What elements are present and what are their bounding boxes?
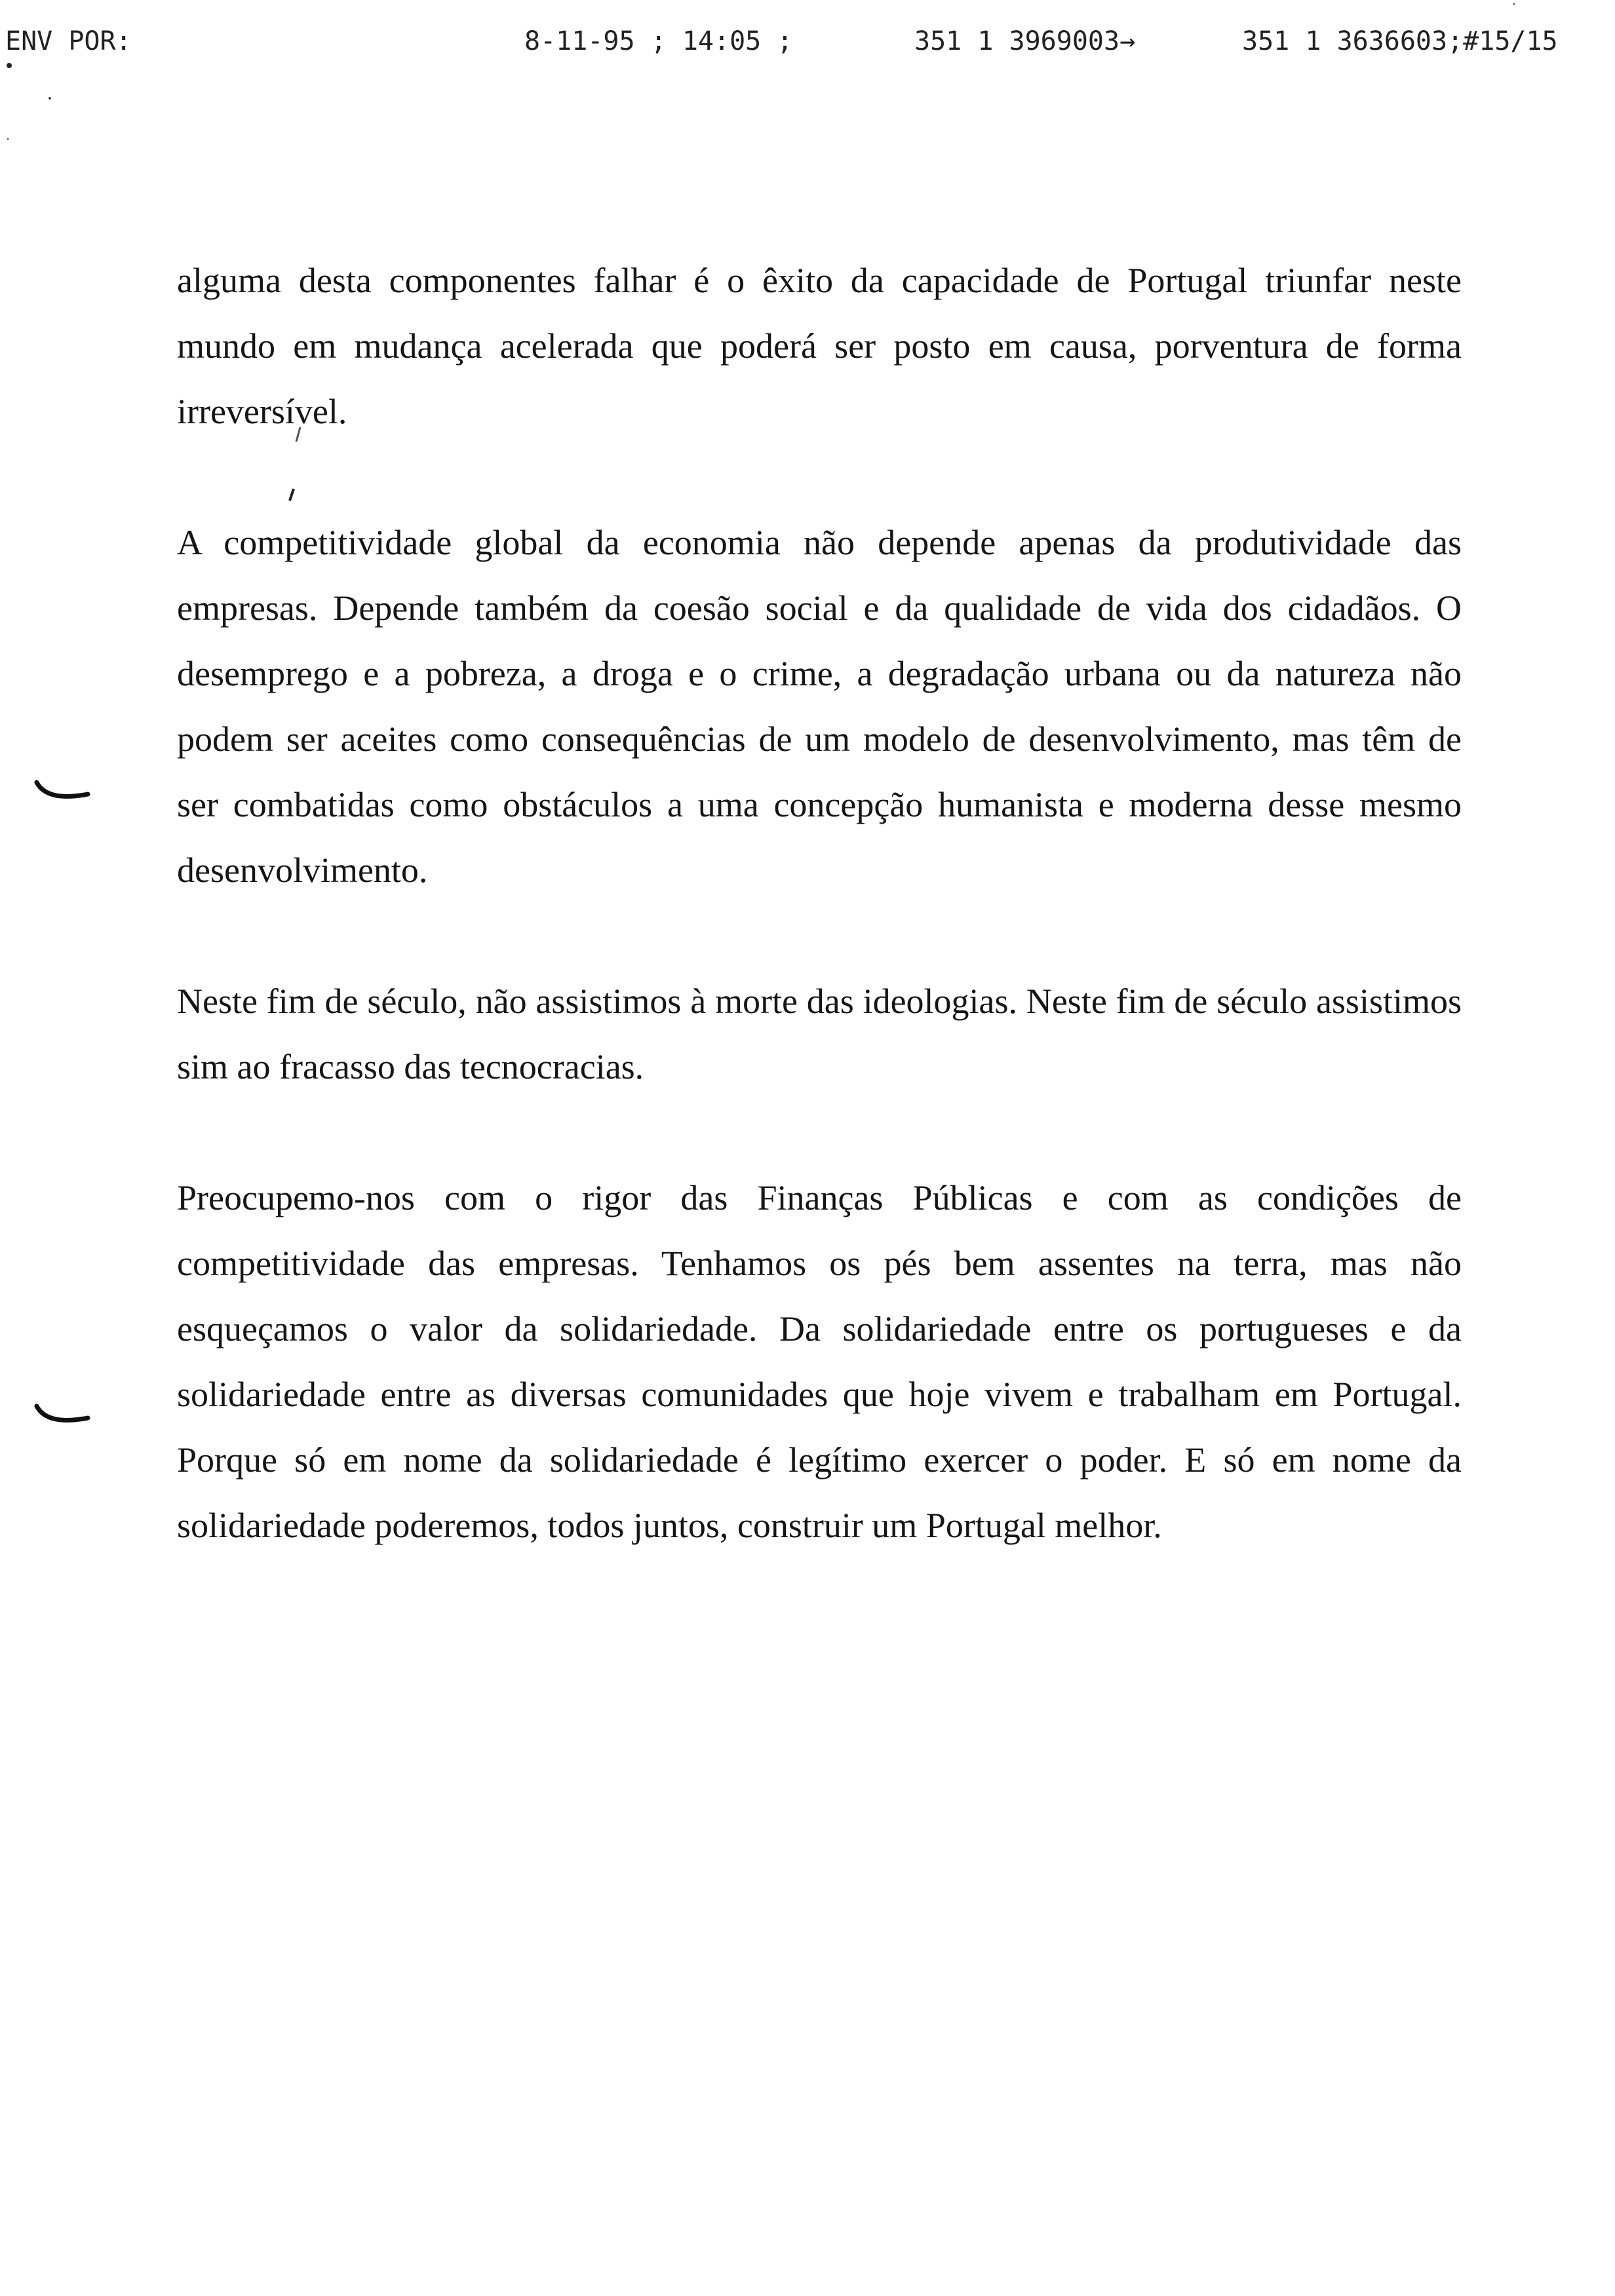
paragraph: A competitividade global da economia não depende apenas da produtividade das empresas. Depende também da coesão social e da qualidade de vida dos cidadãos. O desemprego e a pobreza, a droga e o crime, a degradação urbana ou da natureza não podem ser aceites como consequências de um modelo de desenvolvimento, mas têm de ser combatidas como obstáculos a uma concepção humanista e moderna desse mesmo desenvolvimento. <box>177 523 1462 890</box>
margin-check-mark <box>33 778 92 805</box>
fax-from-number: 351 1 3969003→ <box>914 26 1136 56</box>
margin-check-mark <box>33 1402 92 1428</box>
fax-header <box>0 26 1615 72</box>
fax-date-time: 8-11-95 ; 14:05 ; <box>524 26 793 56</box>
fax-to-number-page: 351 1 3636603;#15/15 <box>1242 26 1558 56</box>
paragraph: Preocupemo-nos com o rigor das Finanças Públicas e com as condições de competitividade das empresas. Tenhamos os pés bem assentes na terra, mas não esqueçamos o valor da solidariedade. Da solidariedade entre os portugueses e da solidariedade entre as diversas comunidades que hoje vivem e trabalham em Portugal. Porque só em nome da solidariedade é legítimo exercer o poder. E só em nome da solidariedade poderemos, todos juntos, construir um Portugal melhor. <box>177 1178 1462 1545</box>
paragraph: alguma desta componentes falhar é o êxito da capacidade de Portugal triunfar neste mundo em mudança acelerada que poderá ser posto em causa, porventura de forma irreversível. <box>177 261 1462 431</box>
fax-sender-id: ENV POR: <box>5 26 132 56</box>
document-body <box>177 248 1462 1624</box>
paragraph: Neste fim de século, não assistimos à morte das ideologias. Neste fim de século assistimos sim ao fracasso das tecnocracias. <box>177 982 1462 1086</box>
